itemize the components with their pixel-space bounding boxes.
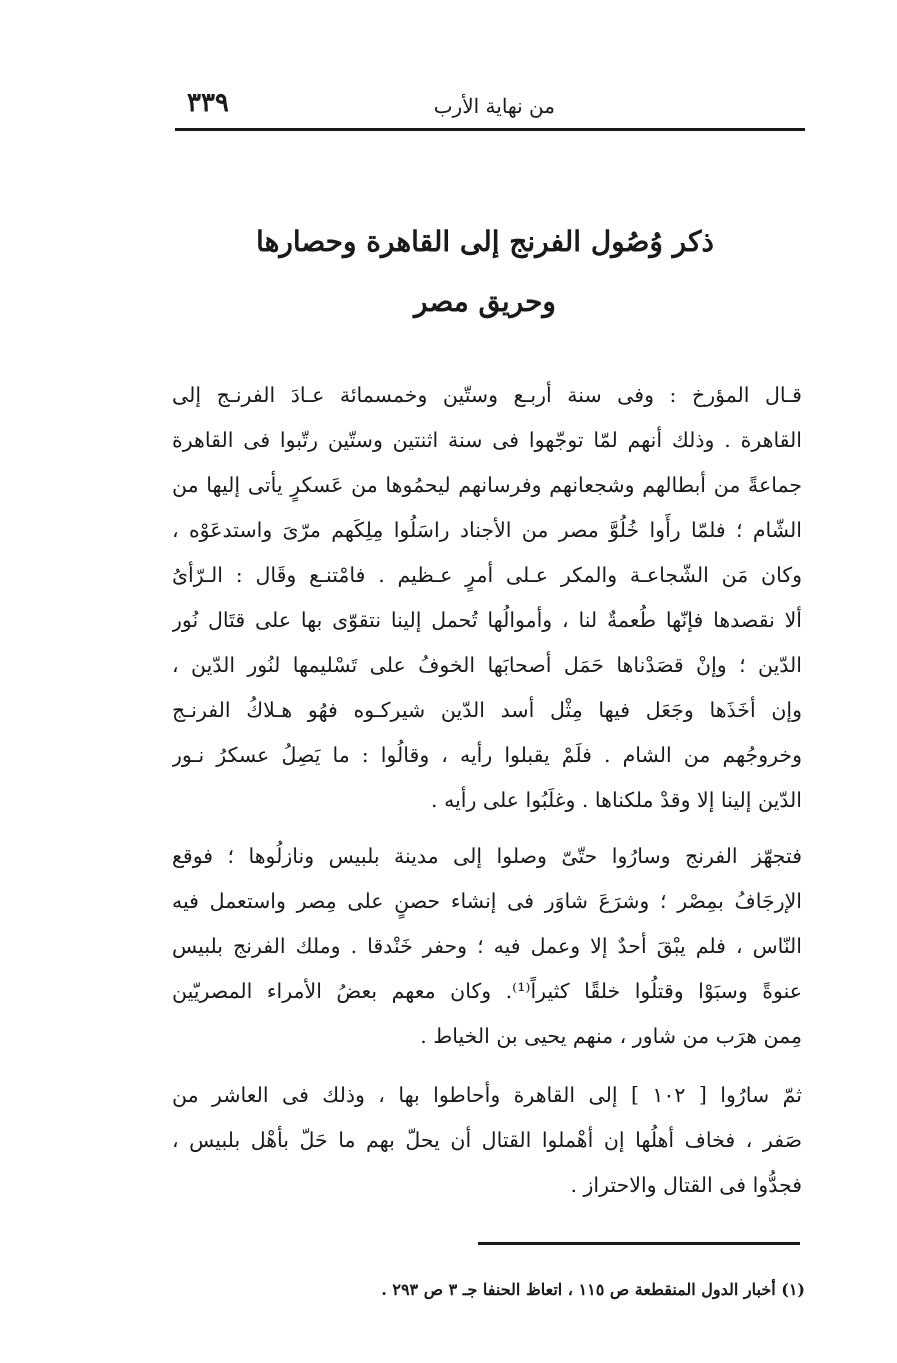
text-line: الدّين ؛ وإنْ قصَدْناها حَمَل أصحابَها الخوفُ على تَسْليمها لنُور الدّين ، (172, 653, 802, 677)
text-line: صَفر ، فخاف أهلُها إن أهْملوا القتال أن يحلّ بهم ما حَلّ بأهْل بلبيس ، (172, 1128, 802, 1152)
text-line: القاهرة . وذلك أنهم لمّا توجّهوا فى سنة اثنتين وستّين رتّبوا فى القاهرة (172, 428, 802, 452)
text-line: وإن أخَذَها وجَعَل فيها مِثْل أسد الدّين شيركـوه فهُو هـلاكُ الفرنـج (172, 698, 802, 722)
text-line: فجدُّوا فى القتال والاحتراز . (570, 1173, 802, 1197)
text-line: وخروجُهم من الشام . فلَمْ يقبلوا رأيه ، وقالُوا : ما يَصِلُ عسكرُ نـور (172, 743, 802, 767)
chapter-title (160, 212, 810, 332)
text-line: ألا نقصدها فإنّها طُعمةٌ لنا ، وأموالُها تُحمل إلينا نتقوّى بها على قتَال نُور (172, 608, 802, 632)
text-line: الشّام ؛ فلمّا رأَوا خُلُوَّ مصر من الأجناد راسَلُوا مِلِكَهم مرّىَ واستدعَوْه ، (172, 518, 802, 542)
text-line: عنوةً وسبَوْا وقتلُوا خلقًا كثيراً⁽¹⁾. وكان معهم بعضُ الأمراء المصريّين (172, 979, 802, 1003)
text-line: فتجهّز الفرنج وسارُوا حتّىّ وصلوا إلى مدينة بلبيس ونازلُوها ؛ فوقع (172, 844, 802, 868)
text-line: النّاس ، فلم يبْقَ أحدٌ إلا وعمل فيه ؛ وحفر خَنْدقا . وملك الفرنج بلبيس (172, 934, 802, 958)
chapter-title-line-1: ذكر وُصُول الفرنج إلى القاهرة وحصارها (256, 225, 714, 258)
paragraph-2 (172, 834, 802, 1059)
running-header (175, 88, 805, 130)
text-line: جماعةً من أبطالهم وشجعانهم وفرسانهم ليحمُوها من عَسكرٍ يأتى إليها من (172, 473, 802, 497)
text-line: الإرجَافُ بمِصْر ؛ وشرَعَ شاوَر فى إنشاء حصنٍ على مِصر واستعمل فيه (172, 889, 802, 913)
text-line: ثمّ سارُوا [ ١٠٢ ] إلى القاهرة وأحاطوا بها ، وذلك فى العاشر من (172, 1083, 802, 1107)
footnote-rule (478, 1242, 800, 1245)
book-title: من نهاية الأرب (433, 94, 555, 118)
text-line: مِمن هرَب من شاور ، منهم يحيى بن الخياط . (420, 1024, 802, 1048)
page-number: ٣٣٩ (187, 88, 229, 118)
header-rule (175, 128, 805, 131)
paragraph-1 (172, 373, 802, 823)
footnote: (١) أخبار الدول المنقطعة ص ١١٥ ، اتعاظ الحنفا جـ ٣ ص ٢٩٣ . (381, 1280, 805, 1299)
text-line: وكان مَن الشّجاعـة والمكر عـلى أمرٍ عـظيم . فامْتنـع وقَال : الـرّأىُ (172, 563, 802, 587)
text-line: الدّين إلينا إلا وقدْ ملكناها . وغلَبُوا على رأيه . (431, 788, 802, 812)
chapter-title-line-2: وحريق مصر (414, 285, 556, 318)
body-text (172, 373, 802, 1208)
text-line: قـال المؤرخ : وفى سنة أربـع وستّين وخمسمائة عـادَ الفرنـج إلى (172, 383, 802, 407)
paragraph-3 (172, 1073, 802, 1208)
